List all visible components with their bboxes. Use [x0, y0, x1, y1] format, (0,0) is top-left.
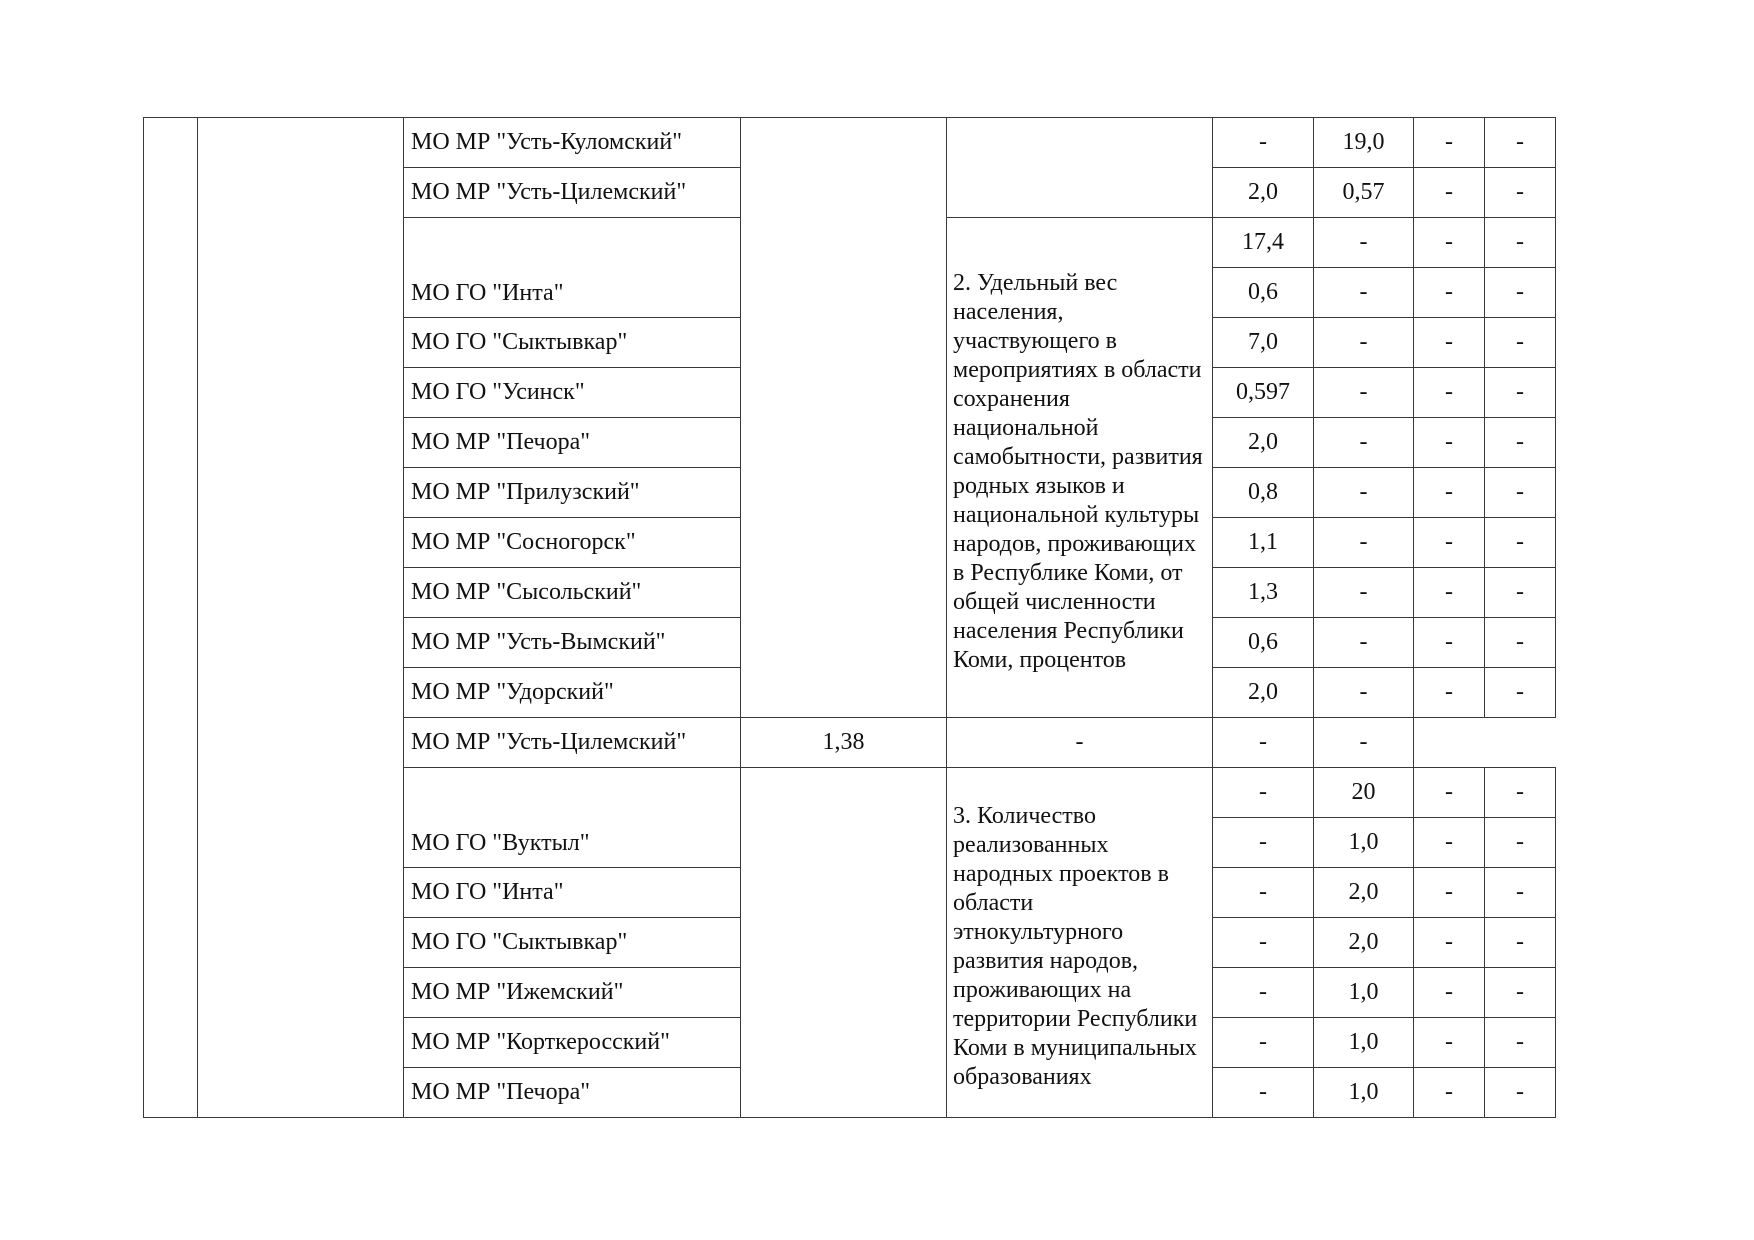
municipality-cell: МО МР "Прилузский" — [404, 468, 741, 518]
value-cell: - — [1213, 718, 1314, 768]
value-cell: - — [1213, 868, 1314, 918]
value-cell: - — [1485, 118, 1556, 168]
municipality-cell: МО МР "Усть-Цилемский" — [404, 718, 741, 768]
value-cell: - — [1485, 768, 1556, 818]
municipality-cell: МО МР "Печора" — [404, 1068, 741, 1118]
value-cell: - — [1414, 418, 1485, 468]
municipality-cell: МО МР "Корткеросский" — [404, 1018, 741, 1068]
value-cell: 2,0 — [1314, 918, 1414, 968]
indicator-cell — [947, 118, 1213, 218]
value-cell: - — [1314, 368, 1414, 418]
value-cell: - — [1485, 868, 1556, 918]
value-cell: - — [1414, 268, 1485, 318]
value-cell: - — [1314, 418, 1414, 468]
value-cell: 1,0 — [1314, 1068, 1414, 1118]
value-cell: 0,57 — [1314, 168, 1414, 218]
value-cell: - — [1485, 368, 1556, 418]
value-cell: - — [1485, 218, 1556, 268]
municipality-cell: МО МР "Усть-Куломский" — [404, 118, 741, 168]
value-cell: - — [1414, 768, 1485, 818]
value-cell: - — [1213, 768, 1314, 818]
value-cell: 1,38 — [741, 718, 947, 768]
measure-cell — [741, 768, 947, 1118]
value-cell: 1,0 — [1314, 968, 1414, 1018]
value-cell: - — [1485, 568, 1556, 618]
number-cell — [144, 118, 198, 1118]
value-cell: 0,6 — [1213, 618, 1314, 668]
value-cell: - — [1213, 1018, 1314, 1068]
value-cell: - — [1213, 818, 1314, 868]
value-cell: 2,0 — [1314, 868, 1414, 918]
value-cell: 2,0 — [1213, 668, 1314, 718]
value-cell: - — [1213, 918, 1314, 968]
value-cell: - — [1314, 568, 1414, 618]
value-cell: - — [1314, 718, 1414, 768]
value-cell: - — [1414, 518, 1485, 568]
value-cell: 1,0 — [1314, 818, 1414, 868]
value-cell: 1,1 — [1213, 518, 1314, 568]
value-cell: 1,0 — [1314, 1018, 1414, 1068]
indicator-cell: 3. Количество реализованных народных проектов в области этнокультурного развития народов, проживающих на территории Республики Коми в муниципальных образованиях — [947, 768, 1213, 1118]
indicator-table — [143, 117, 1556, 1118]
value-cell: - — [1414, 868, 1485, 918]
indicator-cell: 2. Удельный вес населения, участвующего в мероприятиях в области сохранения национальной самобытности, развития родных языков и национальной культуры народов, проживающих в Республике Коми, от общей численности населения Республики Коми, процентов — [947, 218, 1213, 718]
municipality-cell: МО МР "Сысольский" — [404, 568, 741, 618]
value-cell: - — [1414, 318, 1485, 368]
value-cell: - — [1485, 268, 1556, 318]
value-cell: - — [1213, 118, 1314, 168]
value-cell: - — [1485, 968, 1556, 1018]
value-cell: - — [1485, 818, 1556, 868]
value-cell: - — [1485, 518, 1556, 568]
value-cell: - — [1414, 368, 1485, 418]
value-cell: - — [1414, 568, 1485, 618]
value-cell: - — [1213, 1068, 1314, 1118]
value-cell: - — [1414, 118, 1485, 168]
value-cell: - — [1485, 168, 1556, 218]
value-cell: - — [1414, 668, 1485, 718]
value-cell: - — [1314, 468, 1414, 518]
value-cell: - — [1414, 468, 1485, 518]
value-cell: - — [1485, 468, 1556, 518]
value-cell: - — [1314, 268, 1414, 318]
value-cell: 1,3 — [1213, 568, 1314, 618]
municipality-cell: МО МР "Ижемский" — [404, 968, 741, 1018]
value-cell: - — [1314, 318, 1414, 368]
municipality-cell: МО ГО "Сыктывкар" — [404, 918, 741, 968]
value-cell: - — [1485, 1018, 1556, 1068]
value-cell: - — [947, 718, 1213, 768]
municipality-cell: МО МР "Усть-Цилемский" — [404, 168, 741, 218]
table-row — [144, 118, 1556, 168]
value-cell: 19,0 — [1314, 118, 1414, 168]
value-cell: - — [1314, 218, 1414, 268]
value-cell: - — [1414, 618, 1485, 668]
municipality-cell: МО МР "Печора" — [404, 418, 741, 468]
value-cell: - — [1485, 318, 1556, 368]
value-cell: - — [1314, 518, 1414, 568]
municipality-cell: МО МР "Сосногорск" — [404, 518, 741, 568]
municipality-cell: МО МР "Усть-Вымский" — [404, 618, 741, 668]
value-cell: 7,0 — [1213, 318, 1314, 368]
value-cell: 0,6 — [1213, 268, 1314, 318]
value-cell: - — [1485, 1068, 1556, 1118]
municipality-cell: МО ГО "Инта" — [404, 868, 741, 918]
value-cell: 20 — [1314, 768, 1414, 818]
value-cell: - — [1414, 1018, 1485, 1068]
municipality-cell: МО ГО "Инта" — [404, 218, 741, 318]
value-cell: - — [1485, 618, 1556, 668]
value-cell: - — [1485, 668, 1556, 718]
municipality-cell: МО МР "Удорский" — [404, 668, 741, 718]
value-cell: - — [1414, 918, 1485, 968]
value-cell: - — [1414, 218, 1485, 268]
value-cell: - — [1314, 618, 1414, 668]
value-cell: - — [1414, 168, 1485, 218]
program-cell — [198, 118, 404, 1118]
value-cell: - — [1414, 1068, 1485, 1118]
municipality-cell: МО ГО "Вуктыл" — [404, 768, 741, 868]
value-cell: 0,8 — [1213, 468, 1314, 518]
municipality-cell: МО ГО "Усинск" — [404, 368, 741, 418]
value-cell: - — [1485, 418, 1556, 468]
value-cell: - — [1485, 918, 1556, 968]
municipality-cell: МО ГО "Сыктывкар" — [404, 318, 741, 368]
value-cell: - — [1314, 668, 1414, 718]
value-cell: - — [1213, 968, 1314, 1018]
value-cell: 0,597 — [1213, 368, 1314, 418]
value-cell: 17,4 — [1213, 218, 1314, 268]
measure-cell — [741, 118, 947, 718]
value-cell: 2,0 — [1213, 168, 1314, 218]
value-cell: - — [1414, 818, 1485, 868]
value-cell: - — [1414, 968, 1485, 1018]
value-cell: 2,0 — [1213, 418, 1314, 468]
